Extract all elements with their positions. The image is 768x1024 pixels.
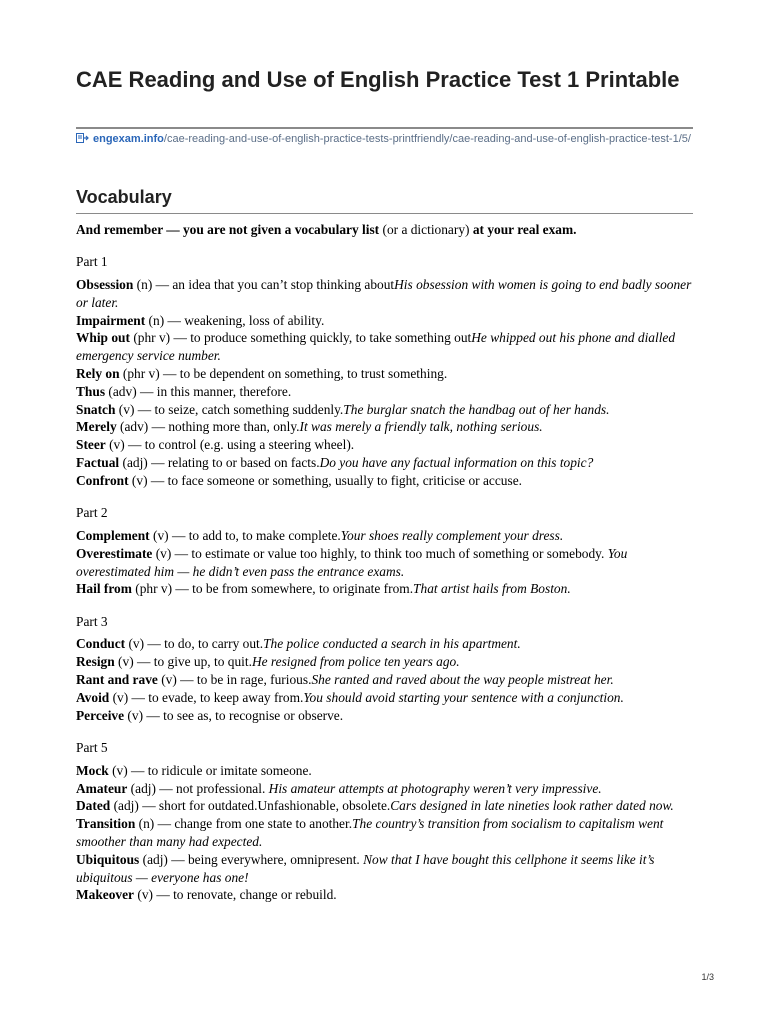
vocab-entry bbox=[76, 851, 696, 887]
vocab-term: Thus bbox=[76, 383, 106, 399]
vocab-definition: (v) — to control (e.g. using a steering wheel). bbox=[105, 437, 355, 453]
vocab-definition: (adv) — in this manner, therefore. bbox=[105, 383, 292, 399]
vocab-example: His obsession with women is going to end badly sooner or later. bbox=[76, 277, 692, 310]
vocab-term: Dated bbox=[76, 798, 111, 814]
vocab-entry bbox=[76, 653, 696, 671]
external-link-icon bbox=[76, 133, 89, 143]
vocab-term: Perceive bbox=[76, 707, 125, 723]
vocab-entry bbox=[76, 815, 696, 851]
intro-plain: (or a dictionary) bbox=[379, 222, 473, 237]
vocab-entry bbox=[76, 707, 696, 725]
vocab-term: Rant and rave bbox=[76, 672, 158, 688]
intro-note bbox=[76, 221, 696, 239]
vocab-example: Cars designed in late nineties look rather dated now. bbox=[390, 798, 674, 814]
vocab-term: Hail from bbox=[76, 581, 132, 597]
intro-bold-start: And remember — you are not given a vocabulary list bbox=[76, 222, 380, 237]
source-domain[interactable]: engexam.info bbox=[93, 133, 164, 145]
part-heading: Part 5 bbox=[76, 739, 108, 755]
vocab-entry bbox=[76, 365, 696, 383]
vocab-term: Confront bbox=[76, 472, 129, 488]
vocab-entry bbox=[76, 635, 696, 653]
vocab-entry bbox=[76, 418, 696, 436]
vocab-entry bbox=[76, 312, 696, 330]
vocab-definition: (v) — to see as, to recognise or observe. bbox=[124, 707, 344, 723]
vocab-definition: (adj) — short for outdated.Unfashionable, obsolete. bbox=[110, 798, 391, 814]
vocab-term: Steer bbox=[76, 437, 106, 453]
vocab-entry bbox=[76, 886, 696, 904]
vocab-entry bbox=[76, 329, 696, 365]
vocab-example: The burglar snatch the handbag out of her hands. bbox=[343, 401, 610, 417]
vocab-example: Now that I have bought this cellphone it seems like it’s ubiquitous — everyone has one! bbox=[76, 851, 655, 885]
vocab-definition: (v) — to estimate or value too highly, to think too much of something or somebody. bbox=[152, 545, 608, 561]
vocab-example: The police conducted a search in his apartment. bbox=[263, 636, 521, 652]
vocab-entry bbox=[76, 276, 696, 312]
vocab-definition: (v) — to add to, to make complete. bbox=[149, 527, 341, 543]
vocab-definition: (adj) — being everywhere, omnipresent. bbox=[139, 851, 364, 867]
vocab-definition: (v) — to renovate, change or rebuild. bbox=[134, 887, 337, 903]
title-divider bbox=[76, 127, 693, 129]
vocab-definition: (n) — weakening, loss of ability. bbox=[145, 312, 325, 328]
part-heading: Part 3 bbox=[76, 613, 108, 629]
vocab-definition: (v) — to ridicule or imitate someone. bbox=[108, 762, 312, 778]
vocabulary-content bbox=[76, 221, 696, 904]
vocab-entry bbox=[76, 401, 696, 419]
vocab-example: He whipped out his phone and dialled emergency service number. bbox=[76, 330, 676, 364]
vocab-definition: (adj) — relating to or based on facts. bbox=[119, 455, 320, 471]
vocab-term: Makeover bbox=[76, 887, 135, 903]
vocab-term: Overestimate bbox=[76, 545, 153, 561]
vocab-example: You should avoid starting your sentence with a conjunction. bbox=[303, 689, 624, 705]
part-heading: Part 1 bbox=[76, 254, 108, 270]
vocab-example: She ranted and raved about the way people mistreat her. bbox=[311, 672, 614, 688]
vocab-entry bbox=[76, 689, 696, 707]
vocab-entry bbox=[76, 580, 696, 598]
vocab-definition: (adv) — nothing more than, only. bbox=[116, 419, 300, 435]
vocab-term: Complement bbox=[76, 527, 150, 543]
vocab-definition: (v) — to face someone or something, usually to fight, criticise or accuse. bbox=[128, 472, 522, 488]
vocab-term: Avoid bbox=[76, 689, 110, 705]
vocab-entry bbox=[76, 472, 696, 490]
vocab-term: Amateur bbox=[76, 780, 128, 796]
vocab-term: Merely bbox=[76, 419, 117, 435]
vocab-term: Transition bbox=[76, 816, 136, 832]
vocab-entry bbox=[76, 762, 696, 780]
vocabulary-parts bbox=[76, 253, 696, 904]
vocab-example: Your shoes really complement your dress. bbox=[340, 527, 564, 543]
vocab-entry bbox=[76, 780, 696, 798]
vocab-entry bbox=[76, 383, 696, 401]
vocab-definition: (adj) — not professional. bbox=[127, 780, 269, 796]
vocab-example: It was merely a friendly talk, nothing serious. bbox=[299, 419, 543, 435]
vocab-definition: (n) — change from one state to another. bbox=[135, 816, 353, 832]
vocab-example: That artist hails from Boston. bbox=[413, 581, 571, 597]
vocab-entry bbox=[76, 797, 696, 815]
vocab-definition: (v) — to seize, catch something suddenly. bbox=[115, 401, 344, 417]
vocab-definition: (v) — to do, to carry out. bbox=[125, 636, 264, 652]
intro-bold-end: at your real exam. bbox=[472, 222, 577, 237]
vocab-entry bbox=[76, 545, 696, 581]
vocab-entry bbox=[76, 671, 696, 689]
vocab-definition: (v) — to evade, to keep away from. bbox=[109, 689, 304, 705]
vocab-example: Do you have any factual information on this topic? bbox=[319, 455, 594, 471]
vocab-term: Conduct bbox=[76, 636, 126, 652]
vocab-entry bbox=[76, 527, 696, 545]
vocab-example: His amateur attempts at photography weren’t very impressive. bbox=[268, 780, 602, 796]
vocab-term: Obsession bbox=[76, 277, 134, 293]
vocab-term: Ubiquitous bbox=[76, 851, 140, 867]
source-path[interactable]: /cae-reading-and-use-of-english-practice-tests-printfriendly/cae-reading-and-use-of-english-practice-test-1/5/ bbox=[163, 133, 691, 145]
vocab-example: He resigned from police ten years ago. bbox=[251, 654, 460, 670]
source-link[interactable] bbox=[76, 132, 696, 147]
vocab-definition: (phr v) — to produce something quickly, to take something out bbox=[129, 330, 472, 346]
part-heading: Part 2 bbox=[76, 505, 108, 521]
vocab-entry bbox=[76, 454, 696, 472]
vocab-term: Factual bbox=[76, 455, 120, 471]
vocab-example: The country’s transition from socialism to capitalism went smoother than many had expected. bbox=[76, 816, 664, 849]
section-divider bbox=[76, 213, 693, 214]
vocab-definition: (v) — to give up, to quit. bbox=[114, 654, 252, 670]
vocab-term: Impairment bbox=[76, 312, 146, 328]
vocab-term: Whip out bbox=[76, 330, 130, 346]
page-number: 1/3 bbox=[701, 972, 714, 982]
vocab-entry bbox=[76, 436, 696, 454]
vocab-definition: (v) — to be in rage, furious. bbox=[157, 672, 312, 688]
vocab-definition: (phr v) — to be dependent on something, to trust something. bbox=[119, 366, 448, 382]
vocab-definition: (n) — an idea that you can’t stop thinking about bbox=[133, 277, 395, 293]
vocab-definition: (phr v) — to be from somewhere, to originate from. bbox=[131, 581, 414, 597]
section-heading: Vocabulary bbox=[76, 187, 172, 207]
vocab-term: Rely on bbox=[76, 366, 120, 382]
vocab-term: Snatch bbox=[76, 401, 116, 417]
vocab-example: You overestimated him — he didn’t even pass the entrance exams. bbox=[76, 545, 628, 579]
vocab-term: Mock bbox=[76, 762, 109, 778]
page-title: CAE Reading and Use of English Practice Test 1 Printable bbox=[76, 67, 680, 92]
vocab-term: Resign bbox=[76, 654, 115, 670]
